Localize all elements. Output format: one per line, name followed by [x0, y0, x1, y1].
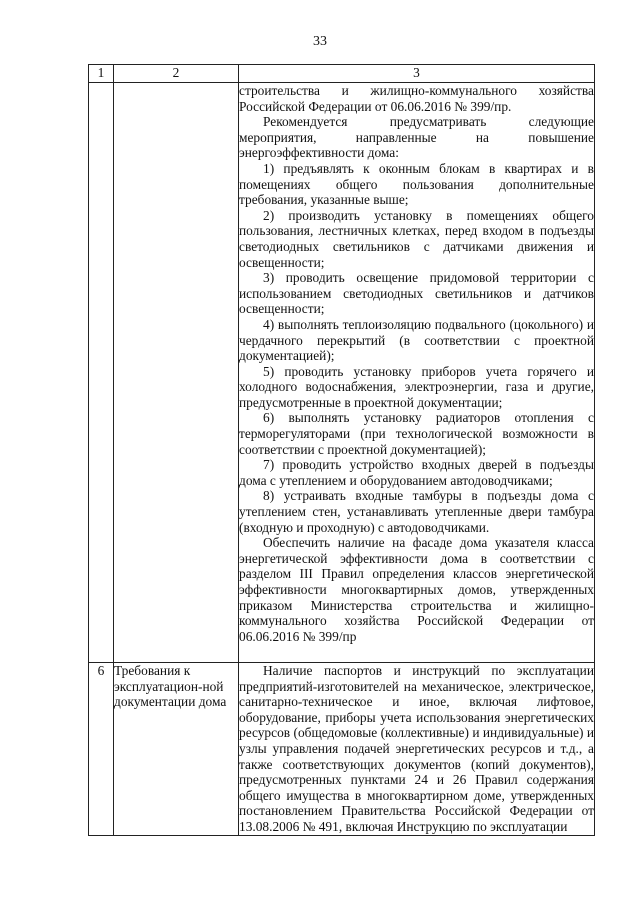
content-paragraph: 1) предъявлять к оконным блокам в квартирах и в помещениях общего пользования дополнительные требования, указанные выше;: [239, 160, 594, 208]
header-col-2: 2: [114, 65, 239, 83]
row-requirement-name: Требования к эксплуатацион-ной документации дома: [114, 663, 239, 836]
content-paragraph: Наличие паспортов и инструкций по эксплуатации предприятий-изготовителей на механическое, электрическое, санитарно-техническое и иное, включая лифтовое, оборудование, приборы учета использования энергетических ресурсов (общедомовые (коллективные) и индивидуальные) и узлы управления подачей энергетических ресурсов и т.д., а также соответствующих документов (копий документов), предусмотренных пунктами 24 и 26 Правил содержания общего имущества в многоквартирном доме, утвержденных постановлением Правительства Российской Федерации от 13.08.2006 № 491, включая Инструкцию по эксплуатации: [239, 663, 594, 834]
content-paragraph: 2) производить установку в помещениях общего пользования, лестничных клетках, перед входом в подъезды светодиодных светильников с датчиками движения и освещенности;: [239, 207, 594, 270]
table-row: [89, 663, 595, 836]
header-col-3: 3: [239, 65, 595, 83]
header-col-1: 1: [89, 65, 114, 83]
content-paragraph: 5) проводить установку приборов учета горячего и холодного водоснабжения, электроэнергии, газа и другие, предусмотренные в проектной документации;: [239, 363, 594, 410]
row-content: [239, 663, 595, 836]
table-header-row: [89, 65, 595, 83]
content-paragraph: строительства и жилищно-коммунального хозяйства Российской Федерации от 06.06.2016 № 399/пр.: [239, 83, 594, 114]
content-paragraph: Рекомендуется предусматривать следующие мероприятия, направленные на повышение энергоэффективности дома:: [239, 114, 594, 161]
content-paragraph: 4) выполнять теплоизоляцию подвального (цокольного) и чердачного перекрытий (в соответствии с проектной документацией);: [239, 316, 594, 364]
content-paragraph: 8) устраивать входные тамбуры в подъезды дома с утеплением стен, устанавливать утепленные двери тамбура (входную и проходную) с автодоводчиками.: [239, 488, 594, 535]
content-paragraph: 7) проводить устройство входных дверей в подъезды дома с утеплением и оборудованием автодоводчиками;: [239, 457, 594, 488]
row-requirement-name: [114, 83, 239, 663]
row-content: [239, 83, 595, 663]
requirements-table: [88, 64, 595, 836]
row-number: [89, 83, 114, 663]
content-paragraph: 3) проводить освещение придомовой территории с использованием светодиодных светильников и датчиков освещенности;: [239, 270, 594, 317]
row-number: 6: [89, 663, 114, 836]
table-row: [89, 83, 595, 663]
page-number: 33: [313, 34, 327, 49]
content-paragraph: 6) выполнять установку радиаторов отопления с терморегуляторами (при технологической возможности в соответствии с проектной документацией);: [239, 410, 594, 457]
content-paragraph: Обеспечить наличие на фасаде дома указателя класса энергетической эффективности дома в соответствии с разделом III Правил определения классов энергетической эффективности многоквартирных домов, утвержденных приказом Министерства строительства и жилищно-коммунального хозяйства Российской Федерации от 06.06.2016 № 399/пр: [239, 535, 594, 644]
